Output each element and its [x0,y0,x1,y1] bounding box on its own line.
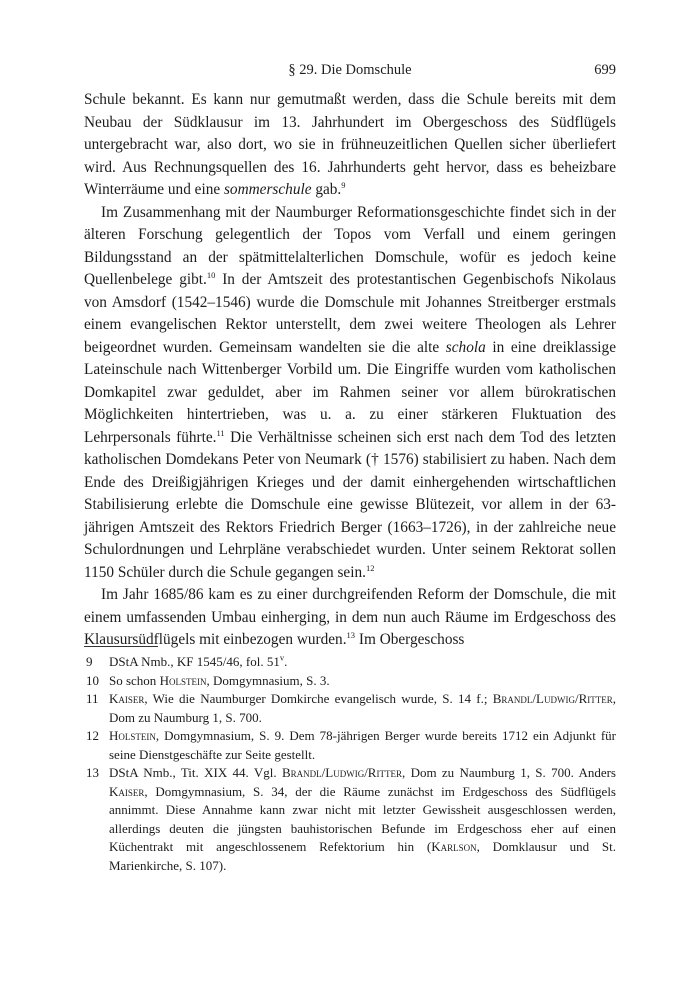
text-run: , Domgymnasium, S. 34, der die Räume zunächst im Erdgeschoss des Südflügels annimmt. Diese Annahme kann zwar nicht mit letzter Gewissheit ausgeschlossen werden, allerdings deuten die jüngsten bauhistorischen Befunde im Erdgeschoss eher auf einen Küchentrakt mit angeschlossenem Refektorium hin ( [109,783,616,854]
text-run: Im Obergeschoss [355,631,465,648]
footnote-text [109,653,616,672]
author-name: Holstein [159,672,207,688]
paragraph [84,584,616,652]
text-run: , Domgymnasium, S. 3. [206,672,330,688]
footnote [84,672,616,691]
footnote [84,764,616,875]
text-run: DStA Nmb., KF 1545/46, fol. 51 [109,654,280,669]
footnote-text [109,690,616,727]
footnote-text [109,672,616,691]
footnote-ref: 10 [206,269,216,280]
text-run: , Wie die Naumburger Domkirche evangelisch wurde, S. 14 f.; [144,691,493,706]
footnote [84,653,616,672]
author-name: Kaiser [109,783,145,799]
author-name: Brandl/Ludwig/Ritter [281,765,402,780]
footnote-number: 12 [86,728,99,743]
text-run: Die Verhältnisse scheinen sich erst nach dem Tod des letzten katholischen Domdekans Peter von Neumark († 1576) stabilisiert zu haben. Nach dem Ende des Dreißigjährigen Krieges und der damit einhergehenden wirtschaftlichen Stabilisierung erlebte die Domschule eine gewisse Blütezeit, vor allem in der 63-jährigen Amtszeit des Rektors Friedrich Berger (1663–1726), in der zahlreiche neue Schulordnungen und Lehrpläne verabschiedet wurden. Unter seinem Rektorat sollen 1150 Schüler durch die Schule gegangen sein. [84,428,616,581]
footnote-number: 9 [86,654,93,669]
text-run: , Dom zu Naumburg 1, S. 700. [109,691,616,725]
author-name: Karlson [431,839,477,854]
footnotes [84,653,616,875]
italic-term: sommerschule [223,181,312,198]
italic-term: schola [445,338,486,356]
text-run: Im Jahr 1685/86 kam es zu einer durchgreifenden Reform der Domschule, die mit einem umfassenden Umbau einherging, in dem nun auch Räume im Erdgeschoss des Klausursüdflügels mit einbezogen wurden. [84,586,616,648]
paragraph [84,202,616,585]
text-run: , Domklausur und St. Marienkirche, S. 107). [109,839,616,873]
text-run: So schon [109,672,160,688]
text-run: Im Zusammenhang mit der Naumburger Reformationsgeschichte findet sich in der älteren Forschung gelegentlich der Topos vom Verfall und einem geringen Bildungsstand an der spätmittelalterlichen Domschule, wofür es jedoch keine Quellenbelege gibt. [84,203,616,288]
footnote-ref: 9 [341,179,346,190]
text-run: , Domgymnasium, S. 9. Dem 78-jährigen Berger wurde bereits 1712 ein Adjunkt für seine Dienstgeschäfte zur Seite gestellt. [109,728,616,762]
text-run: in eine dreiklassige Lateinschule nach Wittenberger Vorbild um. Die Eingriffe wurden vom katholischen Domkapitel zwar geduldet, aber im Rahmen seiner vor allem bürokratischen Möglichkeiten hintertrieben, was u. a. zu einer stärkeren Fluktuation des Lehrpersonals führte. [84,338,616,446]
running-title: § 29. Die Domschule [288,62,412,78]
text-run: In der Amtszeit des protestantischen Gegenbischofs Nikolaus von Amsdorf (1542–1546) wurde die Domschule mit Johannes Streitberger erstmals einem evangelischen Rektor unterstellt, dem zwei weitere Theologen als Lehrer beigeordnet wurden. Gemeinsam wandelten sie die alte [84,271,616,356]
footnote-ref: 11 [216,427,225,438]
footnote-ref: 13 [346,629,356,640]
footnote [84,727,616,764]
running-header [84,62,616,82]
footnote-number: 11 [86,691,99,706]
text-run: . [284,654,288,669]
page-number: 699 [594,62,616,78]
footnote-number: 13 [86,765,99,780]
text-run: DStA Nmb., Tit. XIX 44. Vgl. [109,765,282,780]
footnote [84,690,616,727]
text-run: Schule bekannt. Es kann nur gemutmaßt werden, dass die Schule bereits mit dem Neubau der Südklausur im 13. Jahrhundert im Obergeschoss des Südflügels untergebracht war, also dort, wo sie in frühneuzeitlichen Quellen sicher überliefert wird. Aus Rechnungsquellen des 16. Jahrhunderts geht hervor, dass es beheizbare Winterräume und eine [84,91,616,198]
main-text [84,89,616,652]
footnote-text [109,764,616,875]
footnote-number: 10 [86,672,99,688]
author-name: Holstein [109,728,156,743]
paragraph [84,89,616,202]
text-run: , Dom zu Naumburg 1, S. 700. Anders [401,765,616,780]
footnote-separator [84,646,158,647]
footnote-ref: 12 [365,562,375,573]
footnote-text [109,727,616,764]
author-name: Brandl/Ludwig/Ritter [492,691,613,706]
footnote-ref: v [279,652,285,663]
text-run: gab. [311,181,342,198]
author-name: Kaiser [109,691,145,706]
